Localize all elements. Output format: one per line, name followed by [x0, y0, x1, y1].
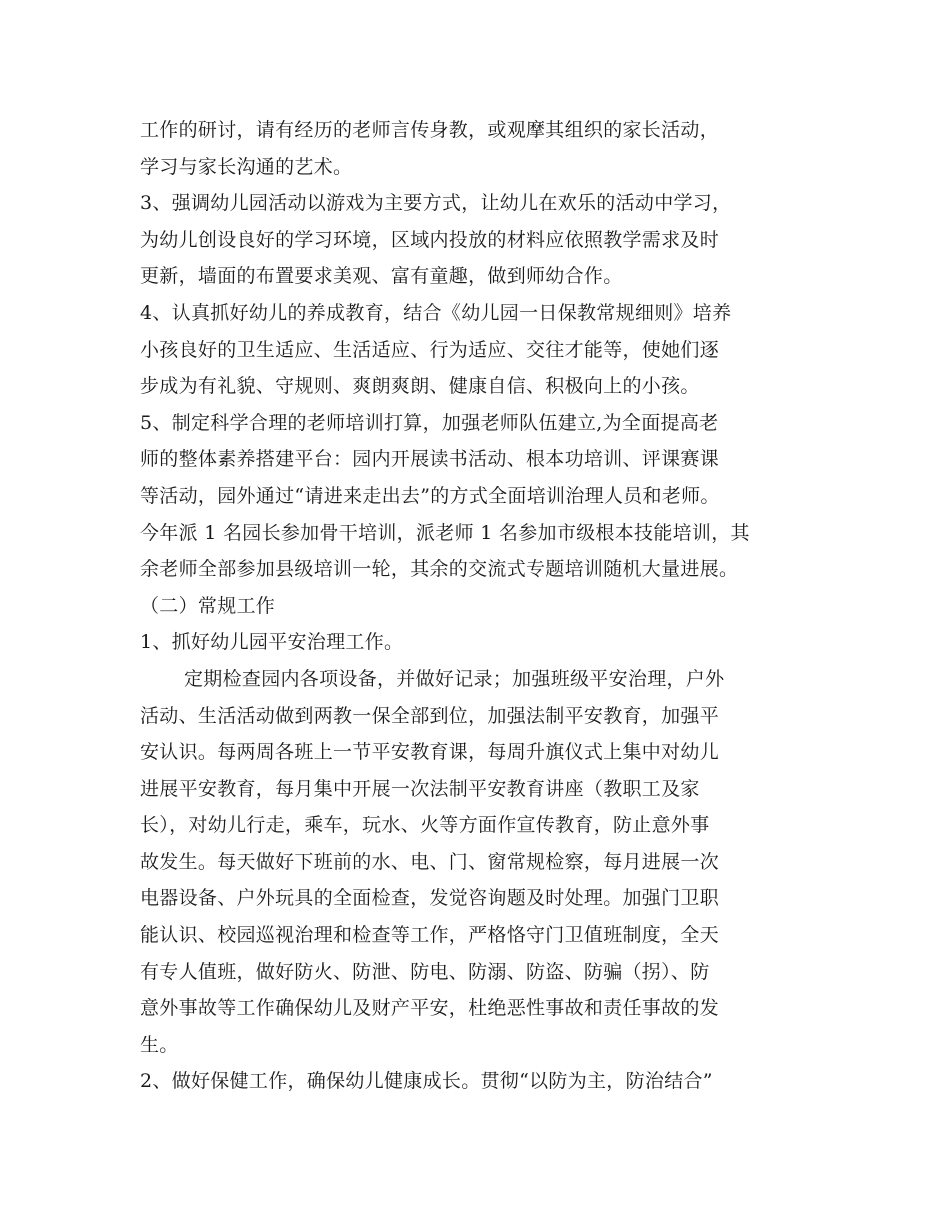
text-line: 故发生。每天做好下班前的水、电、门、窗常规检察，每月进展一次 [140, 850, 720, 873]
text-line: 为幼儿创设良好的学习环境，区域内投放的材料应依照教学需求及时 [140, 228, 720, 251]
text-line: 长），对幼儿行走，乘车，玩水、火等方面作宣传教育，防止意外事 [140, 814, 710, 837]
section-heading: （二）常规工作 [140, 594, 276, 617]
text-line: 工作的研讨，请有经历的老师言传身教，或观摩其组织的家长活动， [140, 119, 720, 141]
subsection-heading: 1、抓好幼儿园平安治理工作。 [140, 631, 404, 654]
text-line: 步成为有礼貌、守规则、爽朗爽朗、健康自信、积极向上的小孩。 [140, 375, 700, 398]
text-line: 5、制定科学合理的老师培训打算，加强老师队伍建立,为全面提高老 [140, 411, 719, 434]
document-body [140, 112, 820, 1100]
text-line: 更新，墙面的布置要求美观、富有童趣，做到师幼合作。 [140, 265, 623, 288]
text-line: 生。 [140, 1033, 179, 1056]
text-line: 2、做好保健工作，确保幼儿健康成长。贯彻“以防为主，防治结合” [140, 1070, 713, 1093]
text-line: 小孩良好的卫生适应、生活适应、行为适应、交往才能等，使她们逐 [140, 338, 720, 361]
text-line: 安认识。每两周各班上一节平安教育课，每周升旗仪式上集中对幼儿 [140, 741, 720, 764]
text-line: 3、强调幼儿园活动以游戏为主要方式，让幼儿在欢乐的活动中学习， [140, 192, 732, 215]
text-line: 等活动，园外通过“请进来走出去”的方式全面培训治理人员和老师。 [140, 484, 720, 507]
text-line: 余老师全部参加县级培训一轮，其余的交流式专题培训随机大量进展。 [140, 558, 739, 581]
text-line: 进展平安教育，每月集中开展一次法制平安教育讲座（教职工及家 [140, 777, 700, 800]
text-line: 4、认真抓好幼儿的养成教育，结合《幼儿园一日保教常规细则》培养 [140, 301, 732, 324]
text-line: 学习与家长沟通的艺术。 [140, 155, 353, 178]
text-line: 有专人值班，做好防火、防泄、防电、防溺、防盗、防骗（拐）、防 [140, 960, 710, 983]
text-line: 师的整体素养搭建平台：园内开展读书活动、根本功培训、评课赛课 [140, 448, 720, 471]
text-line: 能认识、校园巡视治理和检查等工作，严格恪守门卫值班制度，全天 [140, 924, 720, 947]
text-line: 意外事故等工作确保幼儿及财产平安，杜绝恶性事故和责任事故的发 [140, 997, 720, 1020]
text-line: 定期检查园内各项设备，并做好记录；加强班级平安治理，户外 [184, 667, 725, 690]
text-line: 电器设备、户外玩具的全面检查，发觉咨询题及时处理。加强门卫职 [140, 887, 720, 910]
text-line: 活动、生活活动做到两教一保全部到位，加强法制平安教育，加强平 [140, 704, 720, 727]
text-line: 今年派 1 名园长参加骨干培训，派老师 1 名参加市级根本技能培训，其 [140, 521, 750, 544]
